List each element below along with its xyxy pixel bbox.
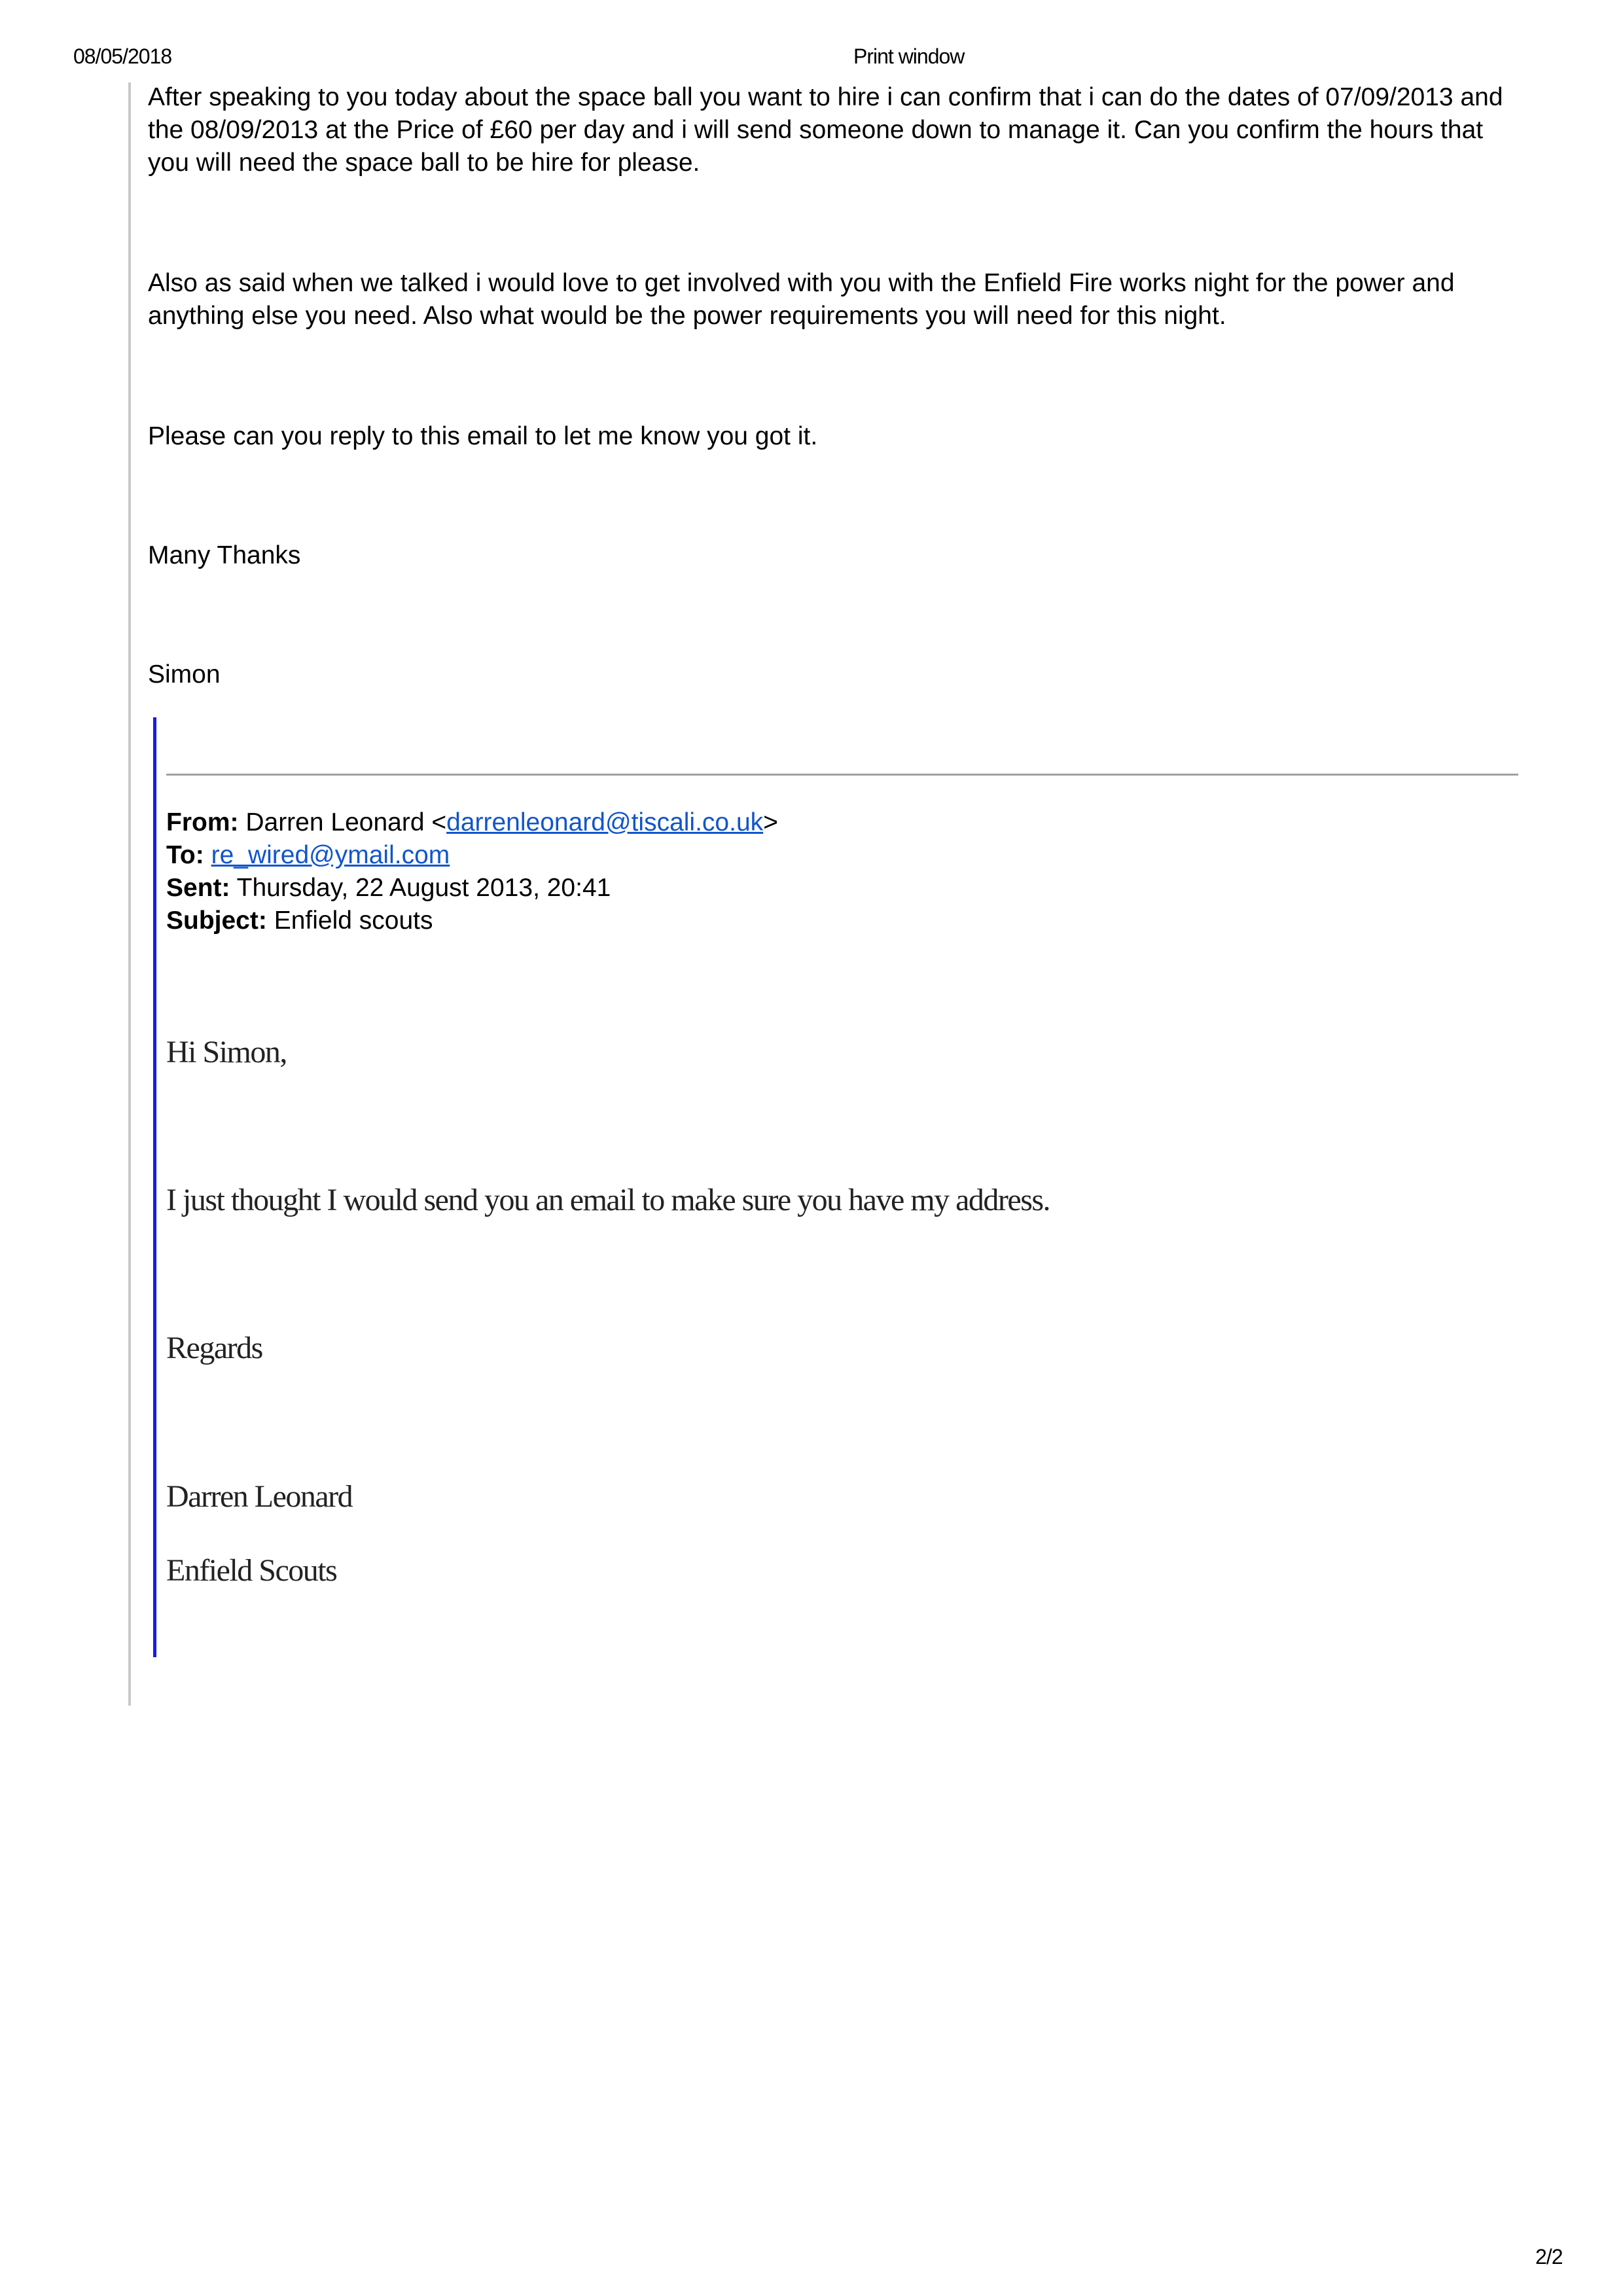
quoted-greeting: Hi Simon, xyxy=(166,1035,287,1069)
subject-row xyxy=(166,905,778,937)
sent-value: Thursday, 22 August 2013, 20:41 xyxy=(236,874,611,902)
to-email-link[interactable]: re_wired@ymail.com xyxy=(211,841,450,869)
reply-signature: Simon xyxy=(148,660,221,689)
sent-label: Sent: xyxy=(166,874,230,902)
message-divider xyxy=(166,774,1518,776)
print-window-title: Print window xyxy=(853,45,965,68)
to-label: To: xyxy=(166,841,204,869)
quoted-closing: Regards xyxy=(166,1331,262,1365)
inner-quote-bar xyxy=(153,717,156,1657)
from-email-link[interactable]: darrenleonard@tiscali.co.uk xyxy=(446,808,764,836)
quoted-message-headers xyxy=(166,806,778,937)
subject-value: Enfield scouts xyxy=(274,906,433,935)
print-date: 08/05/2018 xyxy=(73,45,172,68)
from-name: Darren Leonard < xyxy=(245,808,447,836)
quoted-sender-name: Darren Leonard xyxy=(166,1479,353,1514)
subject-label: Subject: xyxy=(166,906,267,935)
from-label: From: xyxy=(166,808,239,836)
reply-paragraph-2: Also as said when we talked i would love to get involved with you with the Enfield Fire works night for the power and anything else you need. Also what would be the power requirements you will need for this night. xyxy=(148,269,1455,330)
from-suffix: > xyxy=(763,808,778,836)
outer-quote-bar xyxy=(128,82,131,1706)
reply-paragraph-3: Please can you reply to this email to let me know you got it. xyxy=(148,422,818,450)
page-number: 2/2 xyxy=(1535,2245,1563,2269)
sent-row xyxy=(166,872,778,905)
quoted-body: I just thought I would send you an email to make sure you have my address. xyxy=(166,1183,1050,1217)
reply-paragraph-1: After speaking to you today about the space ball you want to hire i can confirm that i can do the dates of 07/09/2013 and the 08/09/2013 at the Price of £60 per day and i will send someone down to manage it. Can you confirm the hours that you will need the space ball to be hire for please. xyxy=(148,83,1503,177)
reply-closing: Many Thanks xyxy=(148,541,301,569)
to-row xyxy=(166,839,778,872)
quoted-sender-org: Enfield Scouts xyxy=(166,1553,337,1588)
from-row xyxy=(166,806,778,839)
